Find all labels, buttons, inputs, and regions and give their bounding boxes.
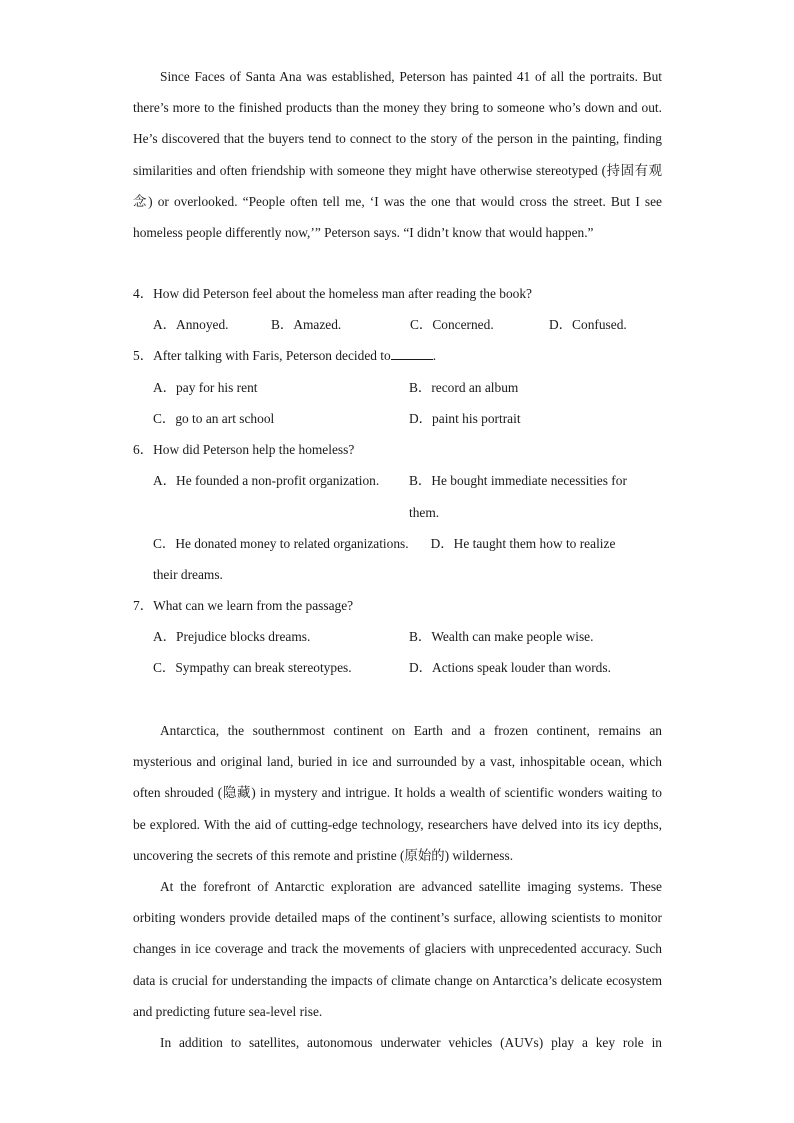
- question-6-stem: 6．How did Peterson help the homeless?: [133, 442, 355, 457]
- question-7-option-d: D．Actions speak louder than words.: [409, 660, 611, 675]
- question-6-option-a: A．He founded a non-profit organization.: [153, 473, 380, 488]
- question-4-option-c: C．Concerned.: [410, 317, 494, 332]
- passage2-paragraph-1: Antarctica, the southernmost continent on Earth and a frozen continent, remains an mysterious and original land, buried in ice and surrounded by a vast, inhospitable ocean, which often shrouded (隐藏) in mystery and intrigue. It holds a wealth of scientific wonders waiting to be explored. With the aid of cutting-edge technology, researchers have delved into its icy depths, uncovering the secrets of this remote and pristine (原始的) wilderness.: [133, 723, 662, 863]
- question-4-stem: 4．How did Peterson feel about the homeless man after reading the book?: [133, 286, 532, 301]
- question-7-option-a: A．Prejudice blocks dreams.: [153, 629, 311, 644]
- question-6-option-cd: [153, 528, 643, 590]
- question-5-stem: [133, 346, 436, 366]
- question-4-option-a: A．Annoyed.: [153, 317, 229, 332]
- question-5-option-c: C．go to an art school: [153, 411, 275, 426]
- question-5-stem-end: .: [432, 348, 437, 363]
- question-7-option-b: B．Wealth can make people wise.: [409, 629, 594, 644]
- passage2-paragraph-2: At the forefront of Antarctic exploration are advanced satellite imaging systems. These orbiting wonders provide detailed maps of the continent’s surface, allowing scientists to monitor changes in ice coverage and track the movements of glaciers with unprecedented accuracy. Such data is crucial for understanding the impacts of climate change on Antarctica’s delicate ecosystem and predicting future sea-level rise.: [133, 879, 662, 1019]
- question-4-option-d: D．Confused.: [549, 317, 627, 332]
- question-4-option-b: B．Amazed.: [271, 317, 342, 332]
- question-5-option-b: B．record an album: [409, 380, 519, 395]
- question-6-option-b-text: B．He bought immediate necessities for them.: [409, 473, 627, 520]
- passage1-paragraph: Since Faces of Santa Ana was established, Peterson has painted 41 of all the portraits. But there’s more to the finished products than the money they bring to someone who’s down and out. He’s discovered that the buyers tend to connect to the story of the person in the painting, finding similarities and often friendship with someone they might have otherwise stereotyped (持固有观念) or overlooked. “People often tell me, ‘I was the one that would cross the street. But I see homeless people differently now,’” Peterson says. “I didn’t know that would happen.”: [133, 69, 662, 241]
- question-5-option-d: D．paint his portrait: [409, 411, 521, 426]
- question-6-option-b: [409, 465, 654, 527]
- question-7-stem: 7．What can we learn from the passage?: [133, 598, 354, 613]
- question-5-option-a: A．pay for his rent: [153, 380, 258, 395]
- question-5-stem-text: 5．After talking with Faris, Peterson decided to: [133, 348, 391, 363]
- answer-blank: [391, 347, 433, 360]
- question-6-option-d: D．He taught them how to realize their dreams.: [153, 536, 616, 583]
- question-7-option-c: C．Sympathy can break stereotypes.: [153, 660, 352, 675]
- passage2-paragraph-3: In addition to satellites, autonomous underwater vehicles (AUVs) play a key role in: [160, 1035, 662, 1050]
- question-6-option-c: C．He donated money to related organizations.: [153, 536, 409, 551]
